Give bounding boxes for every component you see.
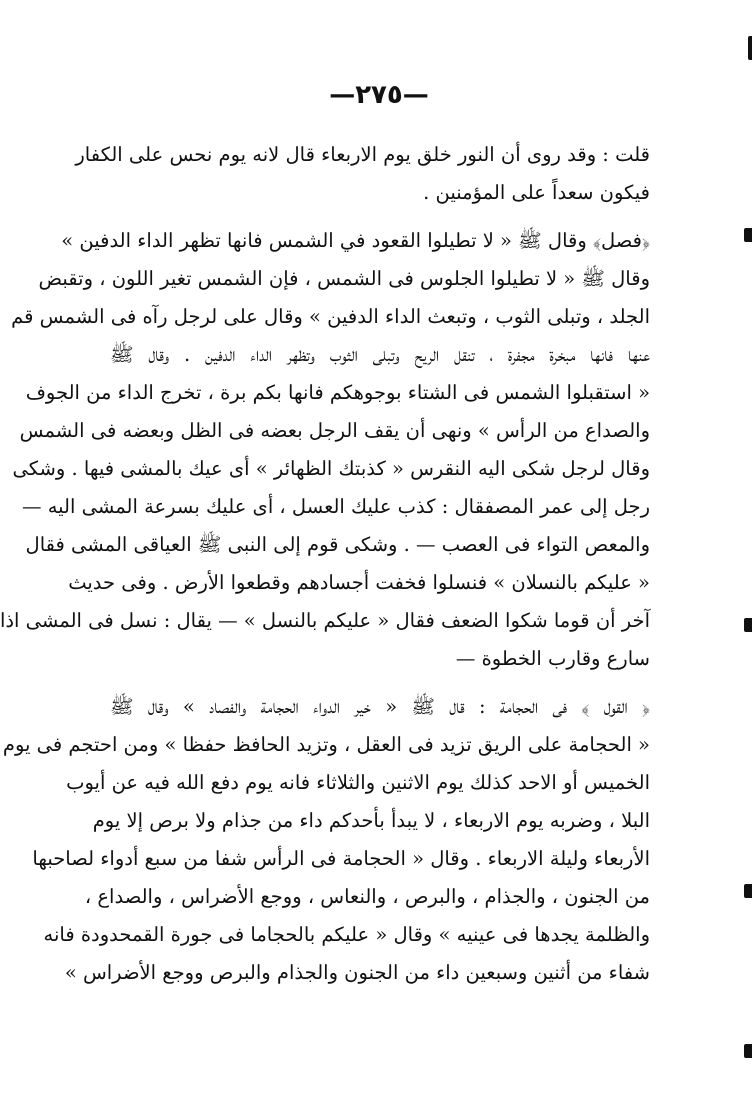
- text-line: « عليكم بالنسلان » فنسلوا فخفت أجسادهم وقطعوا الأرض . وفى حديث: [68, 571, 650, 594]
- text-line: سارع وقارب الخطوة —: [455, 647, 650, 670]
- margin-mark: [744, 228, 752, 242]
- page-number: —٢٧٥—: [329, 80, 429, 110]
- text-line: الخميس أو الاحد كذلك يوم الاثنين والثلاثاء فانه يوم دفع الله فيه عن أيوب: [66, 771, 650, 794]
- margin-mark: [744, 1044, 752, 1058]
- text-line: وقال لرجل شكى اليه النقرس « كذبتك الظهائر » أى عيك بالمشى فيها . وشكى: [12, 457, 650, 480]
- text-line: قلت : وقد روى أن النور خلق يوم الاربعاء قال لانه يوم نحس على الكفار: [75, 143, 650, 166]
- margin-mark: [744, 618, 752, 632]
- text-line: الأربعاء وليلة الاربعاء . وقال « الحجامة فى الرأس شفا من سبع أدواء لصاحبها: [32, 847, 650, 870]
- text-line: من الجنون ، والجذام ، والبرص ، والنعاس ، ووجع الأضراس ، والصداع ،: [84, 885, 650, 908]
- text-line: والصداع من الرأس » ونهى أن يقف الرجل بعضه فى الظل وبعضه فى الشمس: [19, 419, 650, 442]
- body-text: [0, 136, 650, 992]
- text-line: رجل إلى عمر المصفقال : كذب عليك العسل ، أى عليك بسرعة المشى اليه —: [22, 495, 650, 518]
- text-line: « استقبلوا الشمس فى الشتاء بوجوهكم فانها بكم برة ، تخرج الداء من الجوف: [25, 381, 650, 404]
- text-line: والظلمة يجدها فى عينيه » وقال « عليكم بالحجاما فى جورة القمحدودة فانه: [43, 923, 650, 946]
- text-line: ﴿ القول ﴾ فى الحجامة : قال ﷺ « خير الدواء الحجامة والفصاد » وقال ﷺ: [110, 695, 650, 718]
- text-line: والمعص التواء فى العصب — . وشكى قوم إلى النبى ﷺ العياقى المشى فقال: [25, 533, 650, 556]
- text-line: ﴿فصل﴾ وقال ﷺ « لا تطيلوا القعود في الشمس فانها تظهر الداء الدفين »: [61, 229, 650, 252]
- text-line: « الحجامة على الريق تزيد فى العقل ، وتزيد الحافظ حفظا » ومن احتجم فى يوم: [2, 733, 650, 756]
- text-line: آخر أن قوما شكوا الضعف فقال « عليكم بالنسل » — يقال : نسل فى المشى اذا: [0, 609, 650, 632]
- text-line: وقال ﷺ « لا تطيلوا الجلوس فى الشمس ، فإن الشمس تغير اللون ، وتقبض: [38, 267, 650, 290]
- text-line: عنها فانها مبخرة مجفرة ، تنقل الريح وتبلى الثوب وتظهر الداء الدفين . وقال ﷺ: [110, 343, 650, 366]
- text-line: فيكون سعداً على المؤمنين .: [423, 181, 650, 204]
- margin-mark: [744, 884, 752, 898]
- text-line: البلا ، وضربه يوم الاربعاء ، لا يبدأ بأحدكم داء من جذام ولا برص إلا يوم: [92, 809, 650, 832]
- text-line: شفاء من أثنين وسبعين داء من الجنون والجذام والبرص ووجع الأضراس »: [64, 961, 650, 984]
- margin-mark: [748, 36, 752, 60]
- text-line: الجلد ، وتبلى الثوب ، وتبعث الداء الدفين » وقال على لرجل رآه فى الشمس قم: [11, 305, 650, 328]
